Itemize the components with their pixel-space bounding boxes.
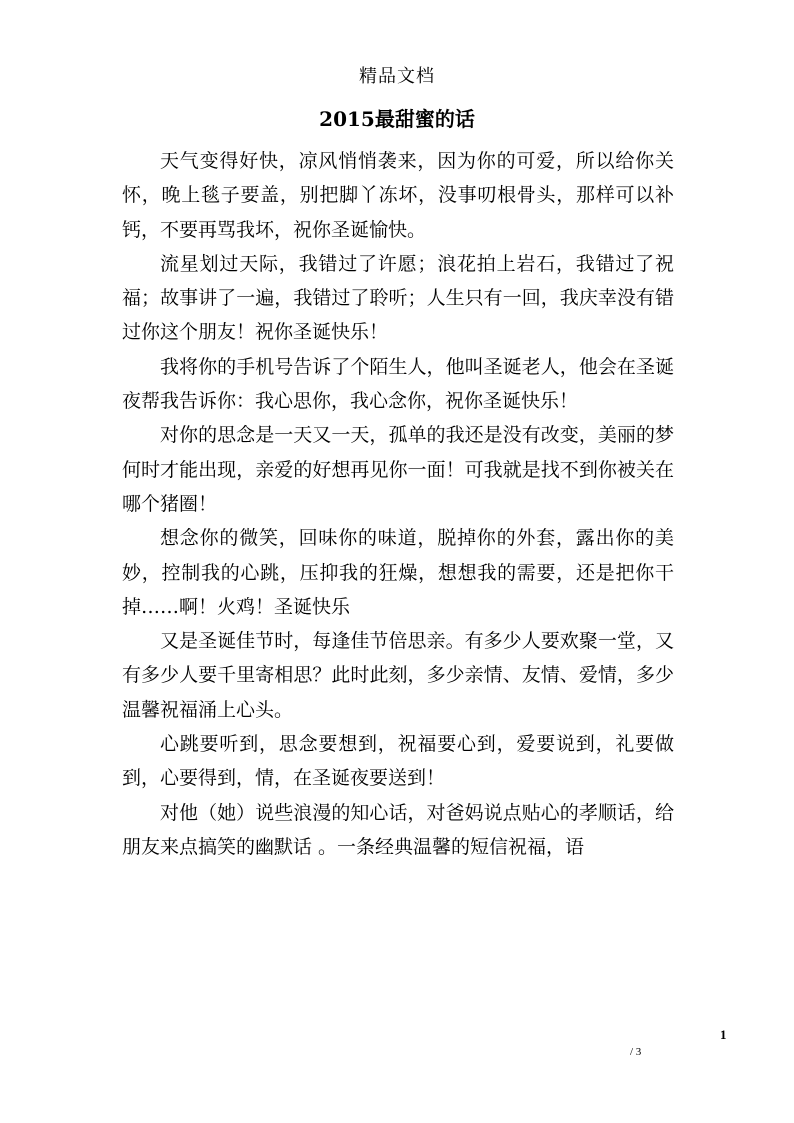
paragraph: 天气变得好快，凉风悄悄袭来，因为你的可爱，所以给你关怀，晚上毯子要盖，别把脚丫冻坏，没事叨根骨头，那样可以补钙，不要再骂我坏，祝你圣诞愉快。 (122, 150, 674, 241)
paragraph: 对你的思念是一天又一天，孤单的我还是没有改变，美丽的梦何时才能出现，亲爱的好想再见你一面！可我就是找不到你被关在哪个猪圈！ (122, 424, 674, 515)
paragraph: 对他（她）说些浪漫的知心话，对爸妈说点贴心的孝顺话，给朋友来点搞笑的幽默话 。一条经典温馨的短信祝福，语 (122, 801, 674, 858)
paragraph: 我将你的手机号告诉了个陌生人，他叫圣诞老人，他会在圣诞夜帮我告诉你：我心思你，我心念你，祝你圣诞快乐！ (122, 355, 674, 413)
paragraph: 又是圣诞佳节时，每逢佳节倍思亲。有多少人要欢聚一堂，又有多少人要千里寄相思？此时此刻，多少亲情、友情、爱情，多少温馨祝福涌上心头。 (122, 630, 674, 721)
paragraph: 流星划过天际，我错过了许愿；浪花拍上岩石，我错过了祝福；故事讲了一遍，我错过了聆听；人生只有一回，我庆幸没有错过你这个朋友！祝你圣诞快乐！ (122, 252, 674, 344)
page-number: 1 (720, 1027, 727, 1042)
document-title: 2015最甜蜜的话 (319, 107, 475, 131)
document-body (122, 144, 674, 864)
paragraph: 想念你的微笑，回味你的味道，脱掉你的外套，露出你的美妙，控制我的心跳，压抑我的狂燥，想想我的需要，还是把你干掉……啊！火鸡！圣诞快乐 (122, 527, 674, 618)
paragraph: 心跳要听到，思念要想到，祝福要心到，爱要说到，礼要做到，心要得到，情，在圣诞夜要送到！ (122, 733, 674, 790)
page-total: / 3 (630, 1046, 642, 1058)
document-header: 精品文档 (359, 66, 435, 87)
